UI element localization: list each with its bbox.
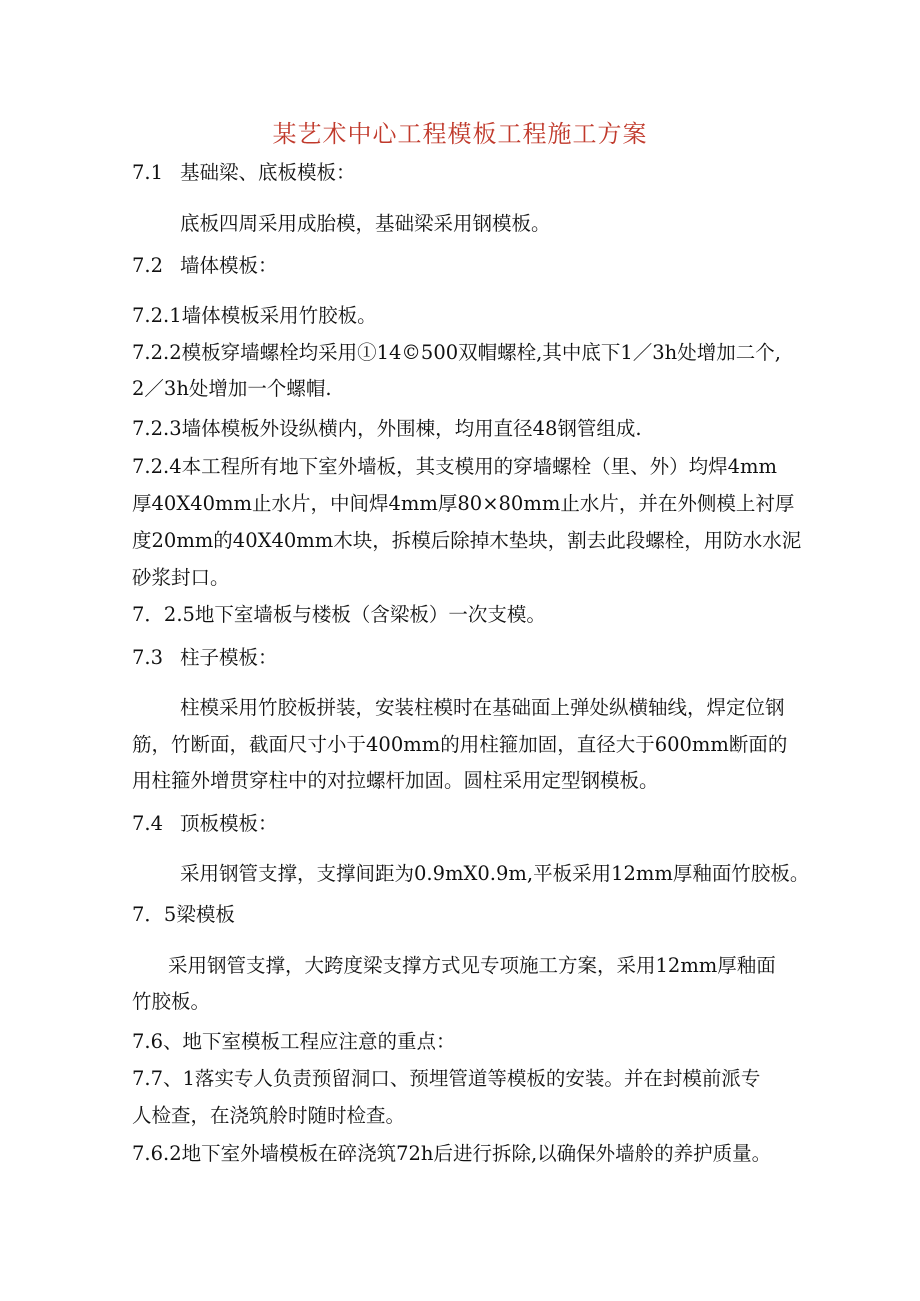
section-7-1-heading <box>132 163 356 183</box>
section-number: 7.3 <box>132 646 164 669</box>
section-number: 7.4 <box>132 812 164 835</box>
section-7-4-heading <box>132 814 278 834</box>
section-title: 柱子模板： <box>180 646 278 669</box>
clause-7-2-4-line4: 砂浆封口。 <box>132 566 230 589</box>
section-7-5-body-line1: 采用钢管支撑，大跨度梁支撑方式见专项施工方案，采用12mm厚釉面 <box>168 954 776 977</box>
clause-7-2-4-line2: 厚40X40mm止水片，中间焊4mm厚80×80mm止水片，并在外侧模上衬厚 <box>132 492 795 515</box>
section-7-2-heading <box>132 256 278 276</box>
clause-7-2-5: 7．2.5地下室墙板与楼板（含梁板）一次支模。 <box>132 603 546 626</box>
section-number: 7.1 <box>132 161 164 184</box>
section-7-3-body-line3: 用柱箍外增贯穿柱中的对拉螺杆加固。圆柱采用定型钢模板。 <box>132 769 659 792</box>
section-7-5-heading: 7．5梁模板 <box>132 903 235 926</box>
section-title: 顶板模板： <box>180 812 278 835</box>
document-title: 某艺术中心工程模板工程施工方案 <box>272 120 648 148</box>
clause-7-2-4-line3: 度20mm的40X40mm木块，拆模后除掉木垫块，割去此段螺栓，用防水水泥 <box>132 529 802 552</box>
clause-7-7-line1: 7.7、1落实专人负责预留洞口、预埋管道等模板的安装。并在封模前派专 <box>132 1067 761 1090</box>
section-title: 墙体模板： <box>180 254 278 277</box>
section-title: 基础梁、底板模板： <box>180 161 356 184</box>
section-7-1-body: 底板四周采用成胎模，基础梁采用钢模板。 <box>180 212 551 235</box>
section-7-3-body-line2: 筋，竹断面，截面尺寸小于400mm的用柱箍加固，直径大于600mm断面的 <box>132 733 788 756</box>
clause-7-7-line2: 人检查，在浇筑舲时随时检查。 <box>132 1104 406 1127</box>
clause-7-2-4-line1: 7.2.4本工程所有地下室外墙板，其支模用的穿墙螺栓（里、外）均焊4mm <box>132 455 778 478</box>
clause-7-2-2-line2: 2／3h处增加一个螺帽. <box>132 377 332 400</box>
section-7-5-body-line2: 竹胶板。 <box>132 990 211 1013</box>
clause-7-6-2: 7.6.2地下室外墙模板在碎浇筑72h后进行拆除,以确保外墙舲的养护质量。 <box>132 1142 772 1165</box>
section-7-3-heading <box>132 648 278 668</box>
section-7-4-body: 采用钢管支撑，支撑间距为0.9mX0.9m,平板采用12mm厚釉面竹胶板。 <box>180 862 810 885</box>
clause-7-2-1: 7.2.1墙体模板采用竹胶板。 <box>132 304 377 327</box>
clause-7-2-3: 7.2.3墙体模板外设纵横内，外围棟，均用直径48钢管组成. <box>132 417 642 440</box>
section-number: 7.2 <box>132 254 164 277</box>
clause-7-2-2-line1: 7.2.2模板穿墙螺栓均采用①14©500双帽螺栓,其中底下1／3h处增加二个, <box>132 341 781 364</box>
section-7-3-body-line1: 柱模采用竹胶板拼装，安装柱模时在基础面上弹处纵横轴线，焊定位钢 <box>180 696 785 719</box>
section-7-6-heading: 7.6、地下室模板工程应注意的重点： <box>132 1030 456 1053</box>
